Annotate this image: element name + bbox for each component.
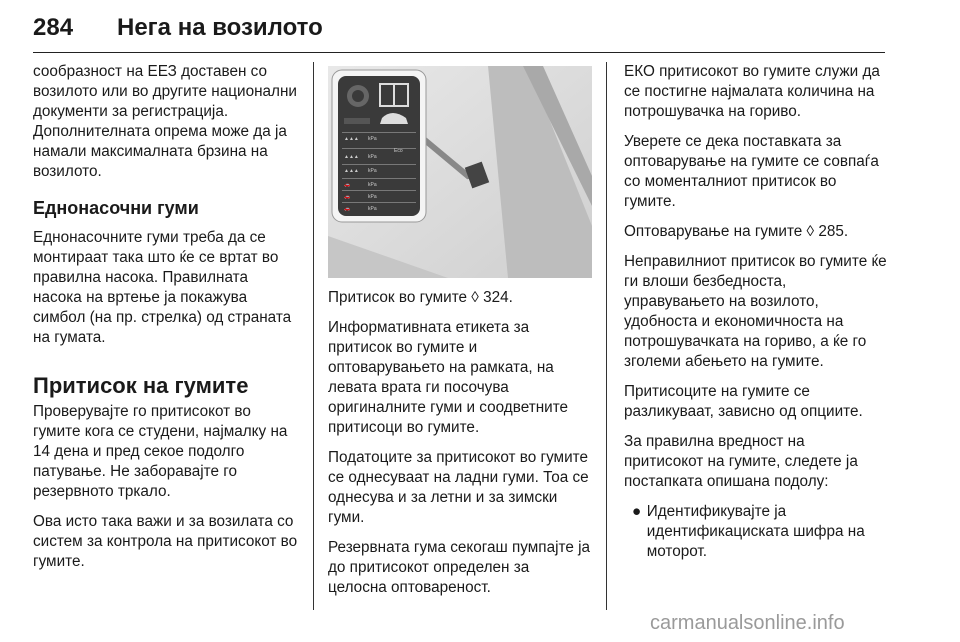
label-kpa: kPa bbox=[368, 182, 377, 188]
paragraph: сообразност на ЕЕЗ доставен со возилото или во другите национални документи за регистрација. Дополнителната опрема може да ја намали максималната брзина на возилото. bbox=[33, 63, 297, 180]
svg-text:🚗: 🚗 bbox=[344, 194, 351, 200]
column-3 bbox=[624, 62, 888, 562]
bullet-icon: ● bbox=[632, 503, 642, 520]
label-eco: Eco bbox=[394, 148, 403, 154]
paragraph: Неправилниот притисок во гумите ќе ги влоши безбедноста, управувањето на возилото, удобноста и економичноста на потрошувачката на гориво, а ќе го зголеми абењето на гумите. bbox=[624, 253, 887, 370]
column-1 bbox=[33, 62, 301, 582]
column-2 bbox=[328, 288, 592, 608]
column-divider bbox=[606, 62, 607, 610]
paragraph: Информативната етикета за притисок во гумите и оптоварувањето на рамката, на левата врата ги посочува оригиналните гуми и соодветните притисоци во гумите. bbox=[328, 319, 569, 436]
tire-label-illustration bbox=[328, 66, 592, 278]
label-kpa: kPa bbox=[368, 136, 377, 142]
paragraph: Притисоците на гумите се разликуваат, зависно од опциите. bbox=[624, 383, 863, 420]
paragraph-crossref: Оптоварување на гумите ◊ 285. bbox=[624, 223, 849, 240]
svg-text:▲▲▲: ▲▲▲ bbox=[344, 136, 359, 142]
page-number: 284 bbox=[33, 14, 74, 41]
section-heading-unidirectional: Еднонасочни гуми bbox=[33, 198, 199, 218]
section-heading-tire-pressure: Притисок на гумите bbox=[33, 373, 249, 398]
page-title: Нега на возилото bbox=[117, 14, 323, 41]
svg-text:▲▲▲: ▲▲▲ bbox=[344, 154, 359, 160]
page-header bbox=[33, 12, 885, 53]
paragraph-crossref: Притисок во гумите ◊ 324. bbox=[328, 289, 513, 306]
label-kpa: kPa bbox=[368, 206, 377, 212]
list-item bbox=[624, 502, 888, 562]
column-divider bbox=[313, 62, 314, 610]
paragraph: Податоците за притисокот во гумите се однесуваат на ладни гуми. Тоа се однесува и за летни и за зимски гуми. bbox=[328, 449, 589, 526]
paragraph: Ова исто така важи и за возилата со систем за контрола на притисокот во гумите. bbox=[33, 513, 298, 570]
svg-text:🚗: 🚗 bbox=[344, 206, 351, 212]
svg-text:▲▲▲: ▲▲▲ bbox=[344, 168, 359, 174]
paragraph: ЕКО притисокот во гумите служи да се постигне најмалата количина на потрошувачка на гориво. bbox=[624, 63, 880, 120]
list-item-text: Идентификувајте ја идентификациската шифра на моторот. bbox=[646, 503, 865, 560]
tire-label-svg bbox=[328, 66, 592, 278]
label-kpa: kPa bbox=[368, 194, 377, 200]
svg-text:🚗: 🚗 bbox=[344, 182, 351, 188]
paragraph: Резервната гума секогаш пумпајте ја до притисокот определен за целосна оптовареност. bbox=[328, 539, 590, 596]
paragraph: Проверувајте го притисокот во гумите кога се студени, најмалку на 14 дена и пред секое подолго патување. Не заборавајте го резервното тркало. bbox=[33, 403, 288, 500]
watermark: carmanualsonline.info bbox=[650, 612, 845, 634]
paragraph: За правилна вредност на притисокот на гумите, следете ја постапката опишана подолу: bbox=[624, 433, 858, 490]
label-kpa: kPa bbox=[368, 168, 377, 174]
paragraph: Уверете се дека поставката за оптоварување на гумите се совпаѓа со моменталниот притисок во гумите. bbox=[624, 133, 879, 210]
paragraph: Еднонасочните гуми треба да се монтираат така што ќе се вртат во правилна насока. Правилната насока на вртење ја покажува симбол (на пр. стрелка) од страната на гумата. bbox=[33, 229, 292, 346]
label-kpa: kPa bbox=[368, 154, 377, 160]
